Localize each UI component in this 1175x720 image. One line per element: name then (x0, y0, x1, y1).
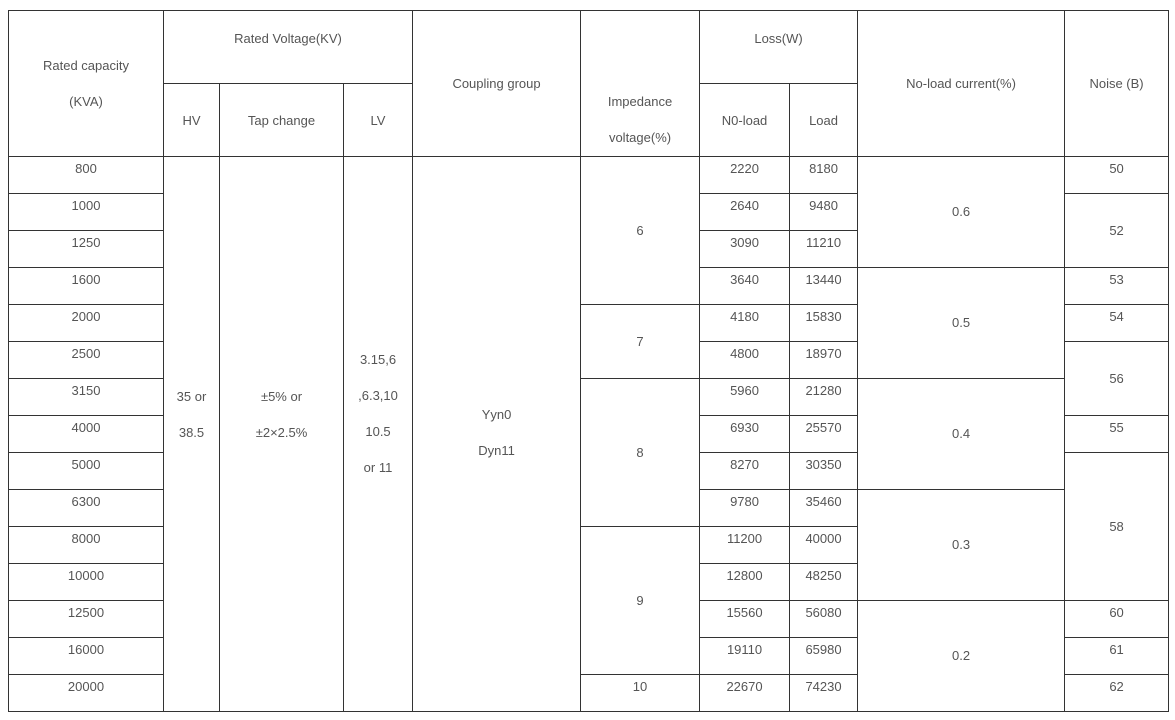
impedance-cell: 9 (581, 527, 700, 675)
header-coupling-group: Coupling group (413, 11, 581, 157)
capacity-cell: 800 (9, 157, 164, 194)
capacity-cell: 1000 (9, 194, 164, 231)
no-load-current-cell: 0.6 (858, 157, 1065, 268)
no-load-current-cell: 0.4 (858, 379, 1065, 490)
capacity-cell: 2500 (9, 342, 164, 379)
header-no-load-loss: N0-load (700, 84, 790, 157)
noise-cell: 52 (1065, 194, 1169, 268)
load-loss-cell: 35460 (790, 490, 858, 527)
table-row (9, 157, 1169, 194)
load-loss-cell: 30350 (790, 453, 858, 490)
header-hv: HV (164, 84, 220, 157)
load-loss-cell: 13440 (790, 268, 858, 305)
capacity-cell: 10000 (9, 564, 164, 601)
capacity-cell: 20000 (9, 675, 164, 712)
capacity-cell: 12500 (9, 601, 164, 638)
no-load-loss-cell: 15560 (700, 601, 790, 638)
header-tap-change: Tap change (220, 84, 344, 157)
no-load-loss-cell: 19110 (700, 638, 790, 675)
no-load-loss-cell: 2220 (700, 157, 790, 194)
noise-cell: 60 (1065, 601, 1169, 638)
load-loss-cell: 40000 (790, 527, 858, 564)
impedance-cell: 6 (581, 157, 700, 305)
no-load-loss-cell: 3640 (700, 268, 790, 305)
tap-change-cell: ±5% or ±2×2.5% (220, 157, 344, 712)
load-loss-cell: 9480 (790, 194, 858, 231)
capacity-cell: 1600 (9, 268, 164, 305)
no-load-loss-cell: 4800 (700, 342, 790, 379)
noise-cell: 56 (1065, 342, 1169, 416)
load-loss-cell: 56080 (790, 601, 858, 638)
no-load-loss-cell: 6930 (700, 416, 790, 453)
no-load-loss-cell: 4180 (700, 305, 790, 342)
no-load-loss-cell: 22670 (700, 675, 790, 712)
impedance-cell: 8 (581, 379, 700, 527)
impedance-cell: 7 (581, 305, 700, 379)
load-loss-cell: 11210 (790, 231, 858, 268)
load-loss-cell: 18970 (790, 342, 858, 379)
capacity-cell: 1250 (9, 231, 164, 268)
no-load-loss-cell: 8270 (700, 453, 790, 490)
header-impedance-voltage: Impedance voltage(%) (581, 11, 700, 157)
coupling-group-cell: Yyn0 Dyn11 (413, 157, 581, 712)
no-load-loss-cell: 9780 (700, 490, 790, 527)
load-loss-cell: 74230 (790, 675, 858, 712)
noise-cell: 61 (1065, 638, 1169, 675)
capacity-cell: 3150 (9, 379, 164, 416)
no-load-loss-cell: 3090 (700, 231, 790, 268)
header-no-load-current: No-load current(%) (858, 11, 1065, 157)
capacity-cell: 8000 (9, 527, 164, 564)
lv-cell: 3.15,6 ,6.3,10 10.5 or 11 (344, 157, 413, 712)
no-load-loss-cell: 12800 (700, 564, 790, 601)
header-noise: Noise (B) (1065, 11, 1169, 157)
no-load-loss-cell: 2640 (700, 194, 790, 231)
header-load-loss: Load (790, 84, 858, 157)
noise-cell: 62 (1065, 675, 1169, 712)
capacity-cell: 4000 (9, 416, 164, 453)
capacity-cell: 2000 (9, 305, 164, 342)
no-load-current-cell: 0.3 (858, 490, 1065, 601)
no-load-loss-cell: 11200 (700, 527, 790, 564)
header-loss: Loss(W) (700, 11, 858, 84)
load-loss-cell: 15830 (790, 305, 858, 342)
noise-cell: 55 (1065, 416, 1169, 453)
noise-cell: 54 (1065, 305, 1169, 342)
load-loss-cell: 25570 (790, 416, 858, 453)
noise-cell: 53 (1065, 268, 1169, 305)
load-loss-cell: 48250 (790, 564, 858, 601)
no-load-current-cell: 0.2 (858, 601, 1065, 712)
capacity-cell: 5000 (9, 453, 164, 490)
load-loss-cell: 65980 (790, 638, 858, 675)
header-lv: LV (344, 84, 413, 157)
impedance-cell: 10 (581, 675, 700, 712)
header-rated-capacity: Rated capacity (KVA) (9, 11, 164, 157)
load-loss-cell: 8180 (790, 157, 858, 194)
hv-cell: 35 or 38.5 (164, 157, 220, 712)
load-loss-cell: 21280 (790, 379, 858, 416)
header-rated-voltage: Rated Voltage(KV) (164, 11, 413, 84)
capacity-cell: 6300 (9, 490, 164, 527)
no-load-loss-cell: 5960 (700, 379, 790, 416)
transformer-spec-table (8, 10, 1169, 712)
capacity-cell: 16000 (9, 638, 164, 675)
noise-cell: 58 (1065, 453, 1169, 601)
no-load-current-cell: 0.5 (858, 268, 1065, 379)
noise-cell: 50 (1065, 157, 1169, 194)
